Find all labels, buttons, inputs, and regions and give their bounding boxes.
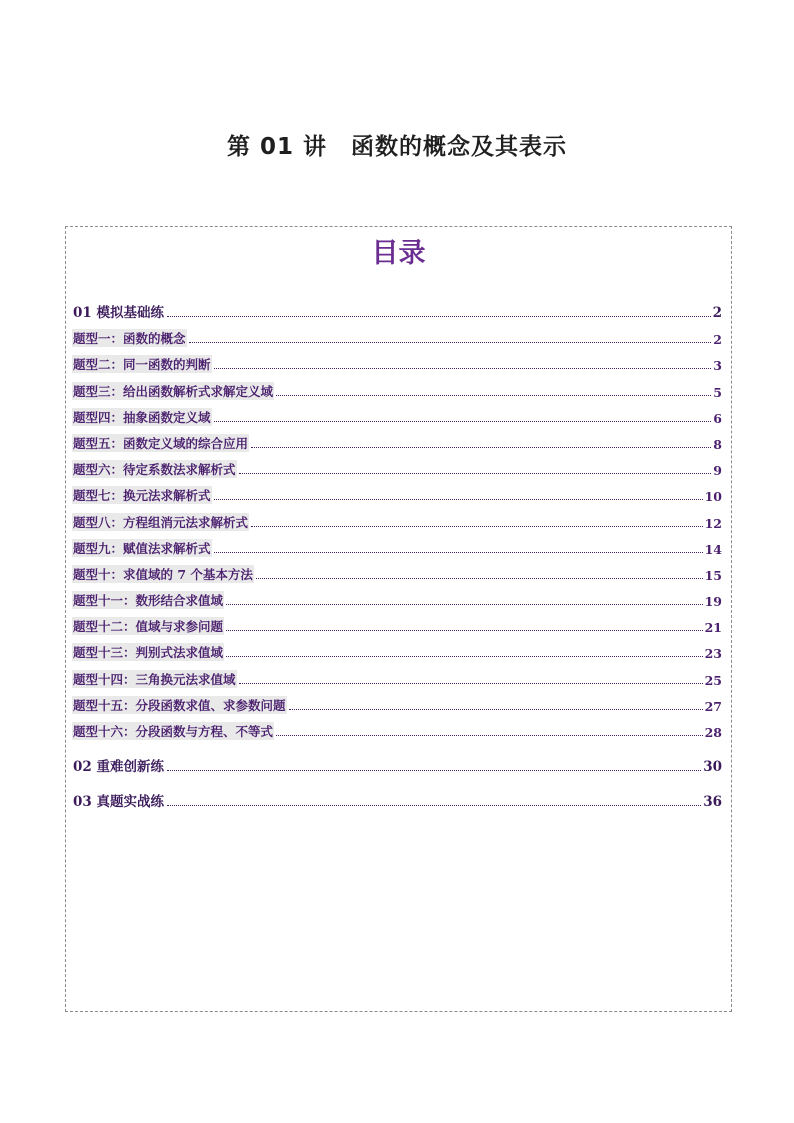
toc-entry[interactable] [72, 531, 722, 557]
toc-entry[interactable] [72, 688, 722, 714]
toc-entry[interactable] [72, 321, 722, 347]
toc-entry-label: 题型十六：分段函数与方程、不等式 [73, 724, 274, 739]
toc-entry[interactable] [72, 504, 722, 530]
toc-entry-label: 题型七：换元法求解析式 [73, 488, 211, 504]
toc-entry-label: 题型三：给出函数解析式求解定义域 [73, 383, 274, 399]
toc-entry[interactable] [72, 400, 722, 426]
toc-entry-label: 题型九：赋值法求解析式 [73, 540, 211, 556]
toc-leader-dots [251, 526, 703, 527]
toc-leader-dots [251, 447, 711, 448]
table-of-contents [65, 226, 732, 1012]
toc-entry-label: 题型十五：分段函数求值、求参数问题 [73, 697, 286, 713]
toc-leader-dots [226, 656, 703, 657]
toc-entry-section-01[interactable] [72, 299, 722, 321]
toc-leader-dots [276, 735, 703, 736]
toc-entry[interactable] [72, 635, 722, 661]
toc-entry[interactable] [72, 347, 722, 373]
toc-leader-dots [214, 552, 703, 553]
toc-entry-page: 28 [704, 725, 722, 740]
toc-entry-label: 题型二：同一函数的判断 [73, 357, 211, 373]
toc-entry-page: 2 [713, 332, 722, 348]
toc-heading: 目录 [371, 238, 426, 269]
toc-entry-label: 题型八：方程组消元法求解析式 [73, 514, 249, 530]
toc-entry-label: 题型四：抽象函数定义域 [73, 409, 211, 425]
toc-leader-dots [214, 499, 703, 500]
toc-entry-page: 30 [703, 759, 722, 775]
toc-entry[interactable] [72, 609, 722, 635]
toc-entry-page: 25 [704, 672, 722, 688]
toc-entry[interactable] [72, 714, 722, 740]
toc-entry-label: 题型十二：值域与求参问题 [73, 619, 224, 635]
toc-list [72, 299, 722, 810]
toc-entry-label: 02 重难创新练 [73, 759, 164, 775]
toc-entry-page: 3 [713, 358, 722, 374]
toc-entry[interactable] [72, 557, 722, 583]
toc-entry-label: 题型六：待定系数法求解析式 [73, 462, 236, 478]
toc-entry-page: 21 [704, 620, 722, 636]
toc-entry-page: 19 [704, 594, 722, 610]
toc-entry-label: 01 模拟基础练 [73, 305, 164, 321]
toc-entry-label: 03 真题实战练 [73, 794, 164, 810]
document-title: 第 01 讲 函数的概念及其表示 [226, 134, 568, 160]
toc-leader-dots [276, 395, 711, 396]
toc-entry-page: 8 [713, 436, 722, 452]
toc-entry-page: 10 [704, 489, 722, 505]
toc-entry-label: 题型十四：三角换元法求值域 [73, 671, 236, 687]
toc-entry-label: 题型五：函数定义域的综合应用 [73, 435, 249, 451]
toc-leader-dots [289, 709, 703, 710]
toc-leader-dots [189, 342, 712, 343]
toc-entry-label: 题型十一：数形结合求值域 [73, 593, 224, 609]
toc-entry-page: 14 [704, 541, 722, 557]
toc-entry[interactable] [72, 373, 722, 399]
toc-entry-page: 27 [704, 698, 722, 714]
toc-leader-dots [167, 805, 701, 806]
toc-leader-dots [214, 421, 712, 422]
toc-entry-page: 6 [713, 410, 722, 426]
toc-leader-dots [226, 630, 703, 631]
toc-entry-page: 36 [703, 794, 722, 810]
toc-entry-label: 题型十三：判别式法求值域 [73, 645, 224, 661]
toc-entry[interactable] [72, 478, 722, 504]
toc-leader-dots [167, 316, 711, 317]
toc-entry-label: 题型一：函数的概念 [73, 331, 186, 347]
toc-entry-page: 2 [712, 305, 722, 321]
toc-leader-dots [167, 770, 701, 771]
toc-leader-dots [239, 683, 703, 684]
toc-entry-page: 9 [713, 463, 722, 479]
toc-leader-dots [214, 368, 712, 369]
toc-entry[interactable] [72, 426, 722, 452]
toc-entry-page: 12 [704, 515, 722, 531]
toc-entry[interactable] [72, 583, 722, 609]
toc-entry-label: 题型十：求值域的 7 个基本方法 [73, 566, 253, 582]
toc-leader-dots [239, 473, 712, 474]
toc-entry-page: 15 [704, 567, 722, 583]
toc-leader-dots [226, 604, 703, 605]
toc-leader-dots [256, 578, 703, 579]
toc-entry-page: 23 [704, 646, 722, 662]
toc-entry-section-02[interactable] [72, 740, 722, 775]
toc-entry[interactable] [72, 452, 722, 478]
toc-entry-section-03[interactable] [72, 775, 722, 810]
toc-entry-page: 5 [713, 384, 722, 400]
toc-entry[interactable] [72, 661, 722, 687]
